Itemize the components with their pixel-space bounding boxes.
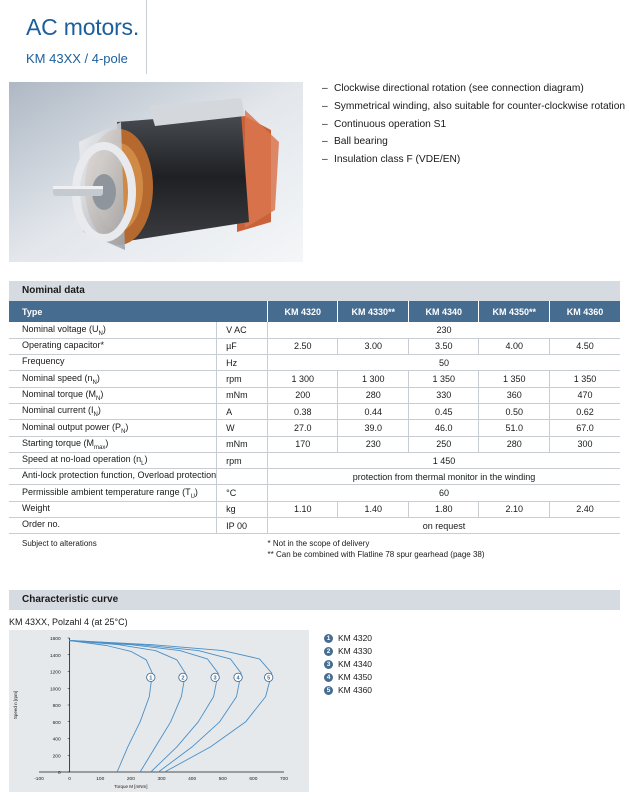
x-axis-label: Torque M [mNm]	[114, 784, 148, 789]
legend-item: 4 KM 4350	[324, 671, 372, 684]
x-tick-label: 500	[218, 777, 227, 782]
param-label: Anti-lock protection function, Overload protection	[9, 469, 217, 485]
type-header: Type	[9, 301, 268, 322]
feature-item: – Ball bearing	[322, 136, 388, 148]
value-cell: on request	[268, 518, 620, 534]
value-cell: 1 300	[268, 371, 338, 387]
value-cell: 230	[338, 436, 409, 452]
y-tick-label: 800	[52, 704, 61, 709]
table-row	[9, 452, 620, 468]
series-marker-number: 1	[149, 675, 153, 682]
value-cell: 2.50	[268, 338, 338, 354]
y-tick-label: 1200	[49, 670, 61, 676]
model-header: KM 4320	[268, 301, 338, 322]
value-cell: 280	[479, 436, 550, 452]
value-cell: 2.10	[479, 501, 550, 517]
model-header: KM 4350**	[479, 301, 550, 322]
table-row	[9, 485, 620, 501]
value-cell: 0.62	[550, 403, 620, 419]
unit-cell: IP 00	[217, 518, 268, 534]
value-cell: 470	[550, 387, 620, 403]
value-cell: 330	[409, 387, 479, 403]
value-cell: 0.44	[338, 403, 409, 419]
value-cell: 230	[268, 322, 620, 338]
footnote: * Not in the scope of delivery	[267, 539, 370, 549]
value-cell: 1 350	[479, 371, 550, 387]
value-cell: 67.0	[550, 420, 620, 436]
legend-item: 5 KM 4360	[324, 684, 372, 697]
value-cell: 3.00	[338, 338, 409, 354]
param-label: Nominal torque $(M_N)$	[9, 387, 217, 403]
table-row	[9, 387, 620, 403]
value-cell: 170	[268, 436, 338, 452]
param-label: Nominal current $(I_N)$	[9, 403, 217, 419]
page-subtitle: KM 43XX / 4-pole	[26, 51, 128, 66]
model-header: KM 4330**	[338, 301, 409, 322]
value-cell: 0.45	[409, 403, 479, 419]
series-marker-number: 4	[236, 675, 240, 682]
unit-cell: rpm	[217, 371, 268, 387]
value-cell: 300	[550, 436, 620, 452]
legend-item: 2 KM 4330	[324, 645, 372, 658]
param-label: Nominal speed $(n_N)$	[9, 371, 217, 387]
x-tick-label: -100	[34, 777, 44, 782]
table-row	[9, 355, 620, 371]
value-cell: 4.50	[550, 338, 620, 354]
param-label: Order no.	[9, 518, 217, 534]
table-row	[9, 501, 620, 517]
value-cell: 4.00	[479, 338, 550, 354]
param-label: Starting torque $(M_{max})$	[9, 436, 217, 452]
curve-heading: Characteristic curve	[9, 590, 620, 610]
characteristic-chart	[9, 630, 309, 797]
subject-to-alterations: Subject to alterations	[22, 539, 97, 549]
value-cell: 200	[268, 387, 338, 403]
value-cell: 60	[268, 485, 620, 501]
value-cell: 0.50	[479, 403, 550, 419]
unit-cell: °C	[217, 485, 268, 501]
param-label: Operating capacitor*	[9, 338, 217, 354]
x-tick-label: 100	[96, 777, 105, 782]
y-tick-label: 200	[52, 754, 61, 760]
table-row	[9, 403, 620, 419]
y-tick-label: 0	[57, 771, 61, 776]
table-footer	[9, 534, 620, 560]
series-marker-number: 2	[181, 675, 185, 682]
y-tick-label: 600	[52, 720, 61, 726]
value-cell: 1.40	[338, 501, 409, 517]
model-header: KM 4360	[550, 301, 620, 322]
value-cell: 1 300	[338, 371, 409, 387]
unit-cell: V AC	[217, 322, 268, 338]
feature-list	[322, 80, 626, 169]
model-header: KM 4340	[409, 301, 479, 322]
value-cell: 1 450	[268, 452, 620, 468]
x-tick-label: 0	[68, 777, 71, 782]
value-cell: protection from thermal monitor in the winding	[268, 469, 620, 485]
table-row	[9, 420, 620, 436]
value-cell: 280	[338, 387, 409, 403]
value-cell: 0.38	[268, 403, 338, 419]
legend-item: 3 KM 4340	[324, 658, 372, 671]
y-tick-label: 1400	[49, 653, 61, 659]
value-cell: 39.0	[338, 420, 409, 436]
footnote: ** Can be combined with Flatline 78 spur gearhead (page 38)	[267, 550, 485, 560]
unit-cell: A	[217, 403, 268, 419]
unit-cell	[217, 469, 268, 485]
unit-cell: µF	[217, 338, 268, 354]
param-label: Permissible ambient temperature range $(T_U)$	[9, 485, 217, 501]
value-cell: 1.80	[409, 501, 479, 517]
unit-cell: mNm	[217, 387, 268, 403]
y-tick-label: 400	[52, 737, 61, 743]
table-row	[9, 338, 620, 354]
unit-cell: kg	[217, 501, 268, 517]
chart-legend	[324, 632, 372, 697]
value-cell: 1 350	[409, 371, 479, 387]
unit-cell: W	[217, 420, 268, 436]
param-label: Nominal voltage $(U_N)$	[9, 322, 217, 338]
legend-item: 1 KM 4320	[324, 632, 372, 645]
table-row	[9, 469, 620, 485]
value-cell: 51.0	[479, 420, 550, 436]
value-cell: 46.0	[409, 420, 479, 436]
param-label: Nominal output power $(P_N)$	[9, 420, 217, 436]
unit-cell: rpm	[217, 452, 268, 468]
param-label: Weight	[9, 501, 217, 517]
y-axis-label: Speed n [rpm]	[13, 690, 18, 720]
table-header-row	[9, 301, 620, 322]
x-tick-label: 300	[157, 777, 166, 782]
x-tick-label: 600	[249, 777, 258, 782]
value-cell: 250	[409, 436, 479, 452]
value-cell: 50	[268, 355, 620, 371]
value-cell: 27.0	[268, 420, 338, 436]
series-marker-number: 3	[213, 675, 217, 682]
table-row	[9, 371, 620, 387]
value-cell: 2.40	[550, 501, 620, 517]
y-tick-label: 1600	[49, 637, 61, 642]
value-cell: 3.50	[409, 338, 479, 354]
curve-caption: KM 43XX, Polzahl 4 (at 25°C)	[9, 617, 128, 627]
value-cell: 360	[479, 387, 550, 403]
motor-photo	[9, 82, 303, 262]
footnotes	[268, 534, 620, 560]
feature-item: – Clockwise directional rotation (see connection diagram)	[322, 83, 584, 94]
table-row	[9, 518, 620, 534]
value-cell: 1 350	[550, 371, 620, 387]
feature-item: – Continuous operation S1	[322, 118, 447, 130]
feature-item: – Insulation class F (VDE/EN)	[322, 154, 461, 166]
nominal-data-heading: Nominal data	[9, 281, 620, 301]
table-row	[9, 322, 620, 338]
x-tick-label: 400	[188, 777, 197, 782]
table-row	[9, 436, 620, 452]
param-label: Speed at no-load operation $(n_L)$	[9, 452, 217, 468]
y-tick-label: 1000	[49, 687, 61, 693]
page-title: AC motors.	[26, 14, 140, 40]
x-tick-label: 200	[126, 777, 135, 782]
unit-cell: Hz	[217, 355, 268, 371]
value-cell: 1.10	[268, 501, 338, 517]
series-marker-number: 5	[267, 675, 271, 682]
x-tick-label: 700	[279, 777, 289, 782]
nominal-data-table	[9, 301, 620, 559]
param-label: Frequency	[9, 355, 217, 371]
feature-item: – Symmetrical winding, also suitable for counter-clockwise rotation	[322, 100, 626, 112]
unit-cell: mNm	[217, 436, 268, 452]
